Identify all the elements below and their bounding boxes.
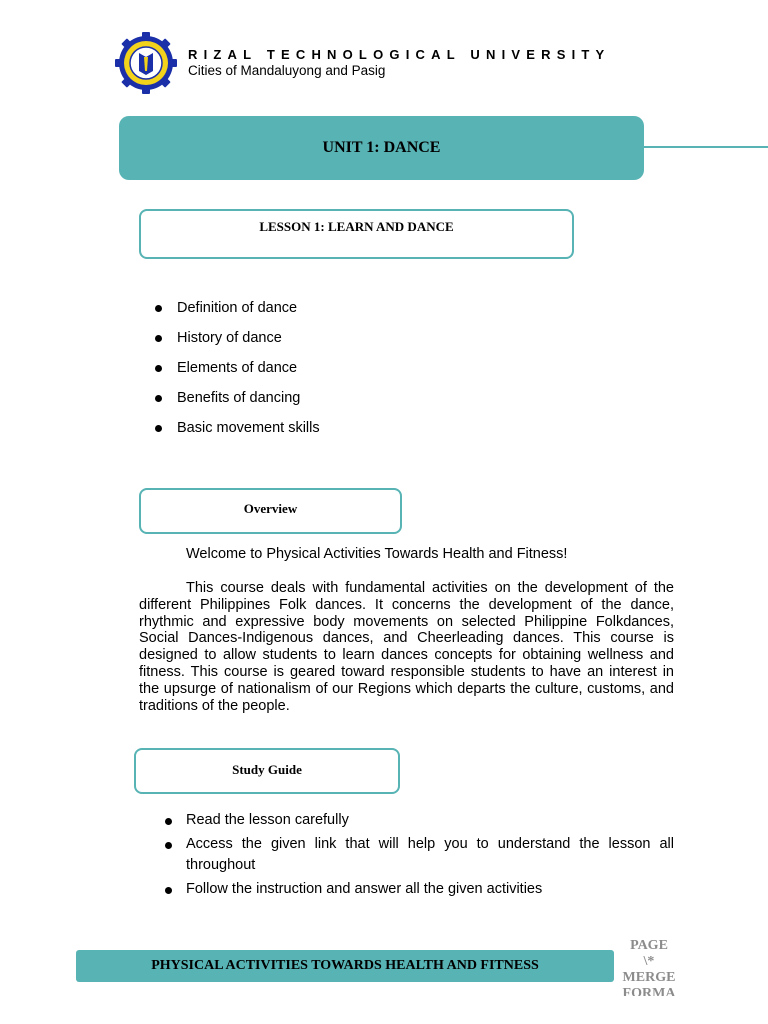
field-line: FORMA xyxy=(622,986,676,996)
lesson-title: LESSON 1: LEARN AND DANCE xyxy=(259,219,454,234)
course-description: This course deals with fundamental activities on the development of the different Philippines Folk dances. It concerns the development of the dance, rhythmic and expressive body movements on selected Philippine Folkdances, Social Dances-Indigenous dances, and Cheerleading dances. This course is designed to allow students to learn dances concepts for obtaining wellness and fitness. This course is geared toward responsible students to have an interest in the upsurge of nationalism of our Regions which departs the culture, customs, and traditions of the people. xyxy=(139,580,674,714)
bullet-icon xyxy=(155,365,162,372)
unit-title: UNIT 1: DANCE xyxy=(322,139,441,156)
list-item xyxy=(150,358,550,388)
overview-heading-box xyxy=(139,488,402,534)
welcome-text: Welcome to Physical Activities Towards Health and Fitness! xyxy=(186,546,568,562)
page-number-field xyxy=(618,938,680,996)
guide-text: Read the lesson carefully xyxy=(186,812,349,828)
guide-text: Access the given link that will help you to understand the lesson all throughout xyxy=(186,836,674,873)
bullet-icon xyxy=(155,335,162,342)
list-item xyxy=(150,298,550,328)
list-item xyxy=(150,388,550,418)
unit-connector-line xyxy=(644,146,768,148)
guide-text: Follow the instruction and answer all the given activities xyxy=(186,881,543,897)
list-item xyxy=(150,328,550,358)
field-line: MERGE xyxy=(622,970,676,985)
bullet-icon xyxy=(165,818,172,825)
study-guide-heading: Study Guide xyxy=(232,762,302,777)
list-item xyxy=(160,834,674,876)
topic-text: History of dance xyxy=(177,330,282,346)
study-guide-heading-box xyxy=(134,748,400,794)
lesson-title-box xyxy=(139,209,574,259)
lesson-topic-list xyxy=(150,298,550,448)
university-name: RIZAL TECHNOLOGICAL UNIVERSITY xyxy=(188,47,611,62)
footer-course-bar xyxy=(76,950,614,982)
list-item xyxy=(150,418,550,448)
field-line: PAGE xyxy=(630,938,668,953)
topic-text: Basic movement skills xyxy=(177,420,320,436)
unit-banner xyxy=(119,116,644,180)
rtu-seal-icon xyxy=(114,31,178,95)
bullet-icon xyxy=(155,425,162,432)
bullet-icon xyxy=(155,305,162,312)
overview-heading: Overview xyxy=(243,501,298,516)
topic-text: Elements of dance xyxy=(177,360,298,376)
bullet-icon xyxy=(155,395,162,402)
field-line: \* xyxy=(643,954,655,969)
university-location: Cities of Mandaluyong and Pasig xyxy=(188,63,386,78)
study-guide-list xyxy=(160,810,674,903)
bullet-icon xyxy=(165,887,172,894)
bullet-icon xyxy=(165,842,172,849)
list-item xyxy=(160,810,674,831)
topic-text: Benefits of dancing xyxy=(177,390,301,406)
list-item xyxy=(160,879,674,900)
footer-course-title: PHYSICAL ACTIVITIES TOWARDS HEALTH AND FITNESS xyxy=(151,958,539,973)
topic-text: Definition of dance xyxy=(177,300,298,316)
